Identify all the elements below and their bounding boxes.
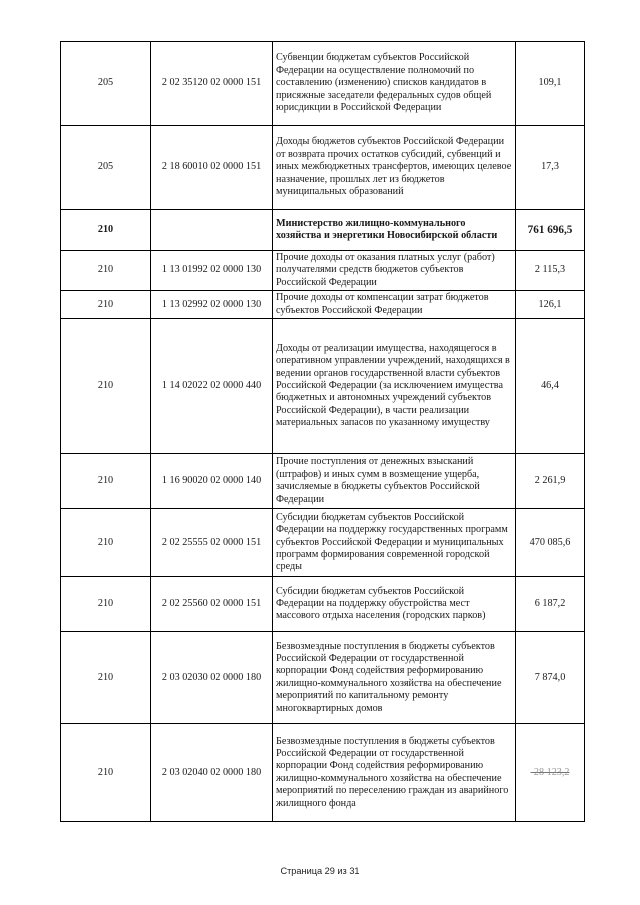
revenue-name-cell: Доходы бюджетов субъектов Российской Федерации от возврата прочих остатков субсидий, субвенций и иных межбюджетных трансфертов, имеющих целевое назначение, прошлых лет из бюджетов муниципальных образований [273, 126, 516, 210]
table-row [61, 210, 585, 251]
admin-code-cell: 210 [61, 632, 151, 724]
revenue-name-cell: Субвенции бюджетам субъектов Российской Федерации на осуществление полномочий по составлению (изменению) списков кандидатов в присяжные заседатели федеральных судов общей юрисдикции в Российской Федерации [273, 42, 516, 126]
revenue-table [60, 41, 585, 822]
amount-cell: 109,1 [516, 42, 585, 126]
admin-code-cell: 210 [61, 724, 151, 822]
amount-cell: -28 123,2 [516, 724, 585, 822]
revenue-code-cell: 2 02 25560 02 0000 151 [151, 577, 273, 632]
revenue-name-cell: Безвозмездные поступления в бюджеты субъектов Российской Федерации от государственной корпорации Фонд содействия реформированию жилищно-коммунального хозяйства на обеспечение мероприятий по переселению граждан из аварийного жилищного фонда [273, 724, 516, 822]
admin-code-cell: 205 [61, 126, 151, 210]
amount-cell: 6 187,2 [516, 577, 585, 632]
admin-code-cell: 210 [61, 251, 151, 291]
table-row [61, 251, 585, 291]
revenue-code-cell: 1 14 02022 02 0000 440 [151, 319, 273, 454]
revenue-name-cell: Доходы от реализации имущества, находящегося в оперативном управлении учреждений, находящихся в ведении органов государственной власти субъектов Российской Федерации (за исключением имущества бюджетных и автономных учреждений субъектов Российской Федерации), в части реализации материальных запасов по указанному имуществу [273, 319, 516, 454]
revenue-name-cell: Прочие доходы от оказания платных услуг (работ) получателями средств бюджетов субъектов Российской Федерации [273, 251, 516, 291]
revenue-code-cell: 2 02 25555 02 0000 151 [151, 509, 273, 577]
amount-cell: 470 085,6 [516, 509, 585, 577]
amount-cell: 2 115,3 [516, 251, 585, 291]
table-row [61, 319, 585, 454]
revenue-code-cell [151, 210, 273, 251]
admin-code-cell: 210 [61, 210, 151, 251]
revenue-name-cell: Субсидии бюджетам субъектов Российской Федерации на поддержку государственных программ субъектов Российской Федерации и муниципальных программ формирования современной городской среды [273, 509, 516, 577]
amount-cell: 7 874,0 [516, 632, 585, 724]
amount-cell: 46,4 [516, 319, 585, 454]
amount-cell: 761 696,5 [516, 210, 585, 251]
revenue-name-cell: Субсидии бюджетам субъектов Российской Федерации на поддержку обустройства мест массового отдыха населения (городских парков) [273, 577, 516, 632]
admin-code-cell: 205 [61, 42, 151, 126]
table-row [61, 577, 585, 632]
revenue-code-cell: 2 03 02030 02 0000 180 [151, 632, 273, 724]
amount-cell: 17,3 [516, 126, 585, 210]
revenue-code-cell: 1 13 01992 02 0000 130 [151, 251, 273, 291]
table-row [61, 42, 585, 126]
revenue-name-cell: Прочие поступления от денежных взысканий (штрафов) и иных сумм в возмещение ущерба, зачисляемые в бюджеты субъектов Российской Федерации [273, 454, 516, 509]
table-row [61, 509, 585, 577]
table-row [61, 454, 585, 509]
page-number: Страница 29 из 31 [280, 866, 360, 876]
revenue-code-cell: 2 18 60010 02 0000 151 [151, 126, 273, 210]
revenue-code-cell: 2 02 35120 02 0000 151 [151, 42, 273, 126]
admin-code-cell: 210 [61, 577, 151, 632]
revenue-code-cell: 1 16 90020 02 0000 140 [151, 454, 273, 509]
revenue-code-cell: 1 13 02992 02 0000 130 [151, 291, 273, 319]
admin-code-cell: 210 [61, 291, 151, 319]
admin-code-cell: 210 [61, 509, 151, 577]
table-row [61, 291, 585, 319]
revenue-code-cell: 2 03 02040 02 0000 180 [151, 724, 273, 822]
table-row [61, 126, 585, 210]
amount-cell: 126,1 [516, 291, 585, 319]
revenue-name-cell: Безвозмездные поступления в бюджеты субъектов Российской Федерации от государственной корпорации Фонд содействия реформированию жилищно-коммунального хозяйства на обеспечение мероприятий по капитальному ремонту многоквартирных домов [273, 632, 516, 724]
revenue-table-body [61, 42, 585, 822]
revenue-name-cell: Министерство жилищно-коммунального хозяйства и энергетики Новосибирской области [273, 210, 516, 251]
admin-code-cell: 210 [61, 319, 151, 454]
table-row [61, 632, 585, 724]
amount-cell: 2 261,9 [516, 454, 585, 509]
table-row [61, 724, 585, 822]
admin-code-cell: 210 [61, 454, 151, 509]
revenue-name-cell: Прочие доходы от компенсации затрат бюджетов субъектов Российской Федерации [273, 291, 516, 319]
